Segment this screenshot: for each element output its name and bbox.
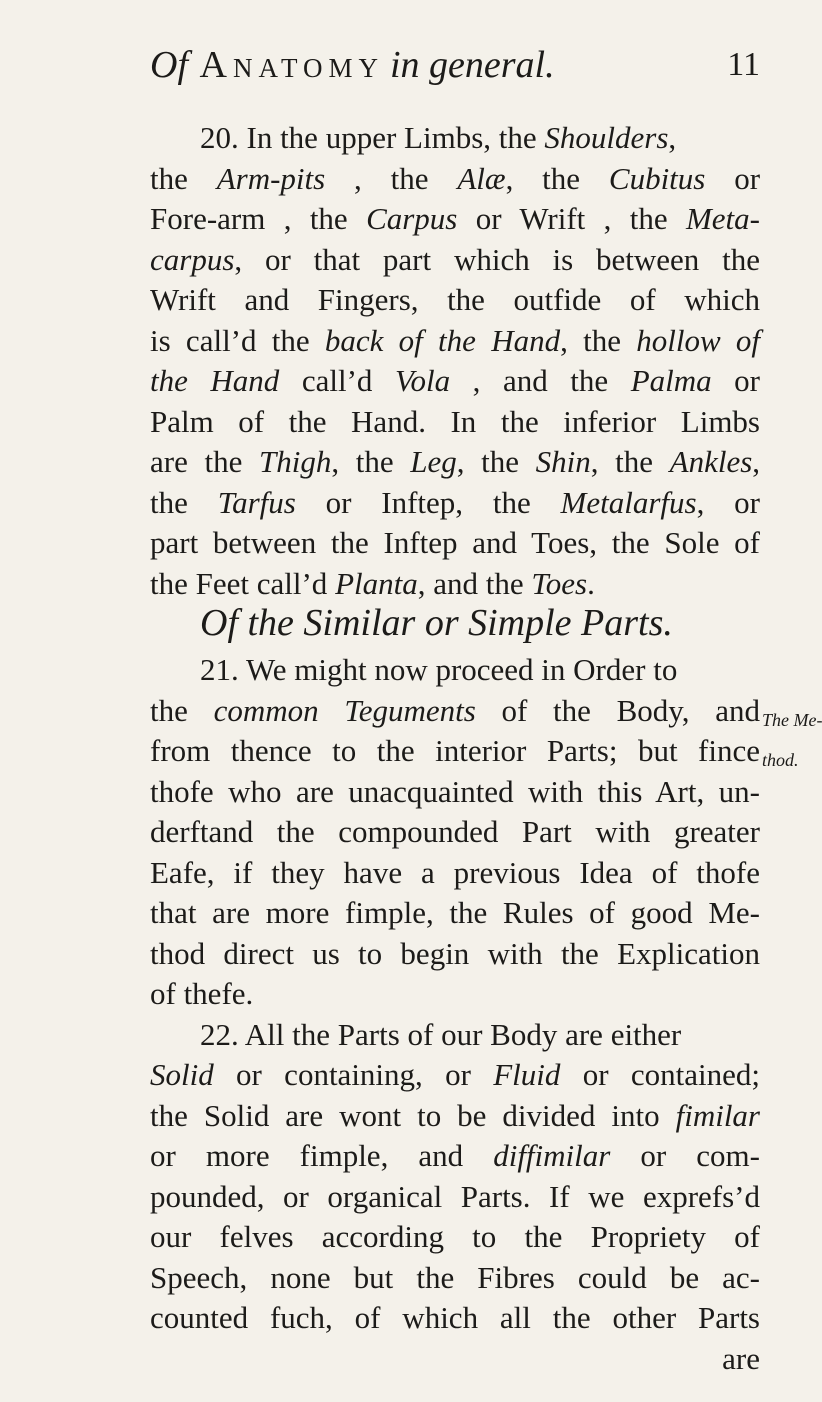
margin-note-line: The Me- <box>762 710 822 730</box>
text-line: Speech, none but the Fibres could be ac- <box>150 1259 760 1295</box>
text-line: the Solid are wont to be divided into fimilar <box>150 1097 760 1133</box>
text-line: Solid or containing, or Fluid or contained; <box>150 1057 760 1092</box>
text-line: pounded, or organical Parts. If we exprefs’d <box>150 1178 760 1214</box>
text-line: Fore-arm , the Carpus or Wrift , the Meta- <box>150 201 760 236</box>
margin-note <box>762 700 822 780</box>
text-line: 20. In the upper Limbs, the Shoulders, <box>200 120 677 155</box>
text-line: the Feet call’d Planta, and the Toes. <box>150 565 595 601</box>
text-line: Palm of the Hand. In the inferior Limbs <box>150 403 760 439</box>
section-heading: Of the Similar or Simple Parts. <box>200 602 673 644</box>
running-title <box>150 40 555 90</box>
text-line: the Hand call’d Vola , and the Palma or <box>150 363 760 398</box>
text-line: the Arm-pits , the Alæ, the Cubitus or <box>150 160 761 196</box>
text-line: thofe who are unacquainted with this Art, un- <box>150 773 760 809</box>
text-line: our felves according to the Propriety of <box>150 1219 760 1254</box>
text-line: counted fuch, of which all the other Parts <box>150 1300 760 1335</box>
page-number: 11 <box>727 46 760 83</box>
running-title-anatomy: Anatomy <box>199 44 384 86</box>
text-line: are the Thigh, the Leg, the Shin, the Ankles, <box>150 444 761 479</box>
text-line: Eafe, if they have a previous Idea of thofe <box>150 854 760 890</box>
paragraph-20 <box>150 118 760 604</box>
text-line: carpus, or that part which is between the <box>150 241 760 277</box>
paragraph-21 <box>150 650 760 1379</box>
text-line: is call’d the back of the Hand, the hollow of <box>150 322 761 358</box>
running-title-rest: in general. <box>389 44 555 86</box>
text-line: Wrift and Fingers, the outfide of which <box>150 282 760 317</box>
text-line: that are more fimple, the Rules of good Me- <box>150 895 760 930</box>
text-line: the common Teguments of the Body, and <box>150 692 760 728</box>
running-title-of: Of <box>150 44 188 86</box>
text-line: derftand the compounded Part with greater <box>150 814 760 849</box>
text-line: from thence to the interior Parts; but fince <box>150 733 760 768</box>
page-header <box>150 40 760 100</box>
text-line: 21. We might now proceed in Order to <box>200 652 678 687</box>
text-line: thod direct us to begin with the Explication <box>150 935 760 971</box>
margin-note-line: thod. <box>762 750 799 770</box>
text-line: the Tarfus or Inftep, the Metalarfus, or <box>150 484 760 520</box>
text-line: 22. All the Parts of our Body are either <box>200 1016 682 1052</box>
text-line: part between the Inftep and Toes, the Sole of <box>150 525 760 560</box>
text-line: or more fimple, and diffimilar or com- <box>150 1138 760 1173</box>
catchword: are <box>722 1340 760 1376</box>
text-line: of thefe. <box>150 976 254 1011</box>
